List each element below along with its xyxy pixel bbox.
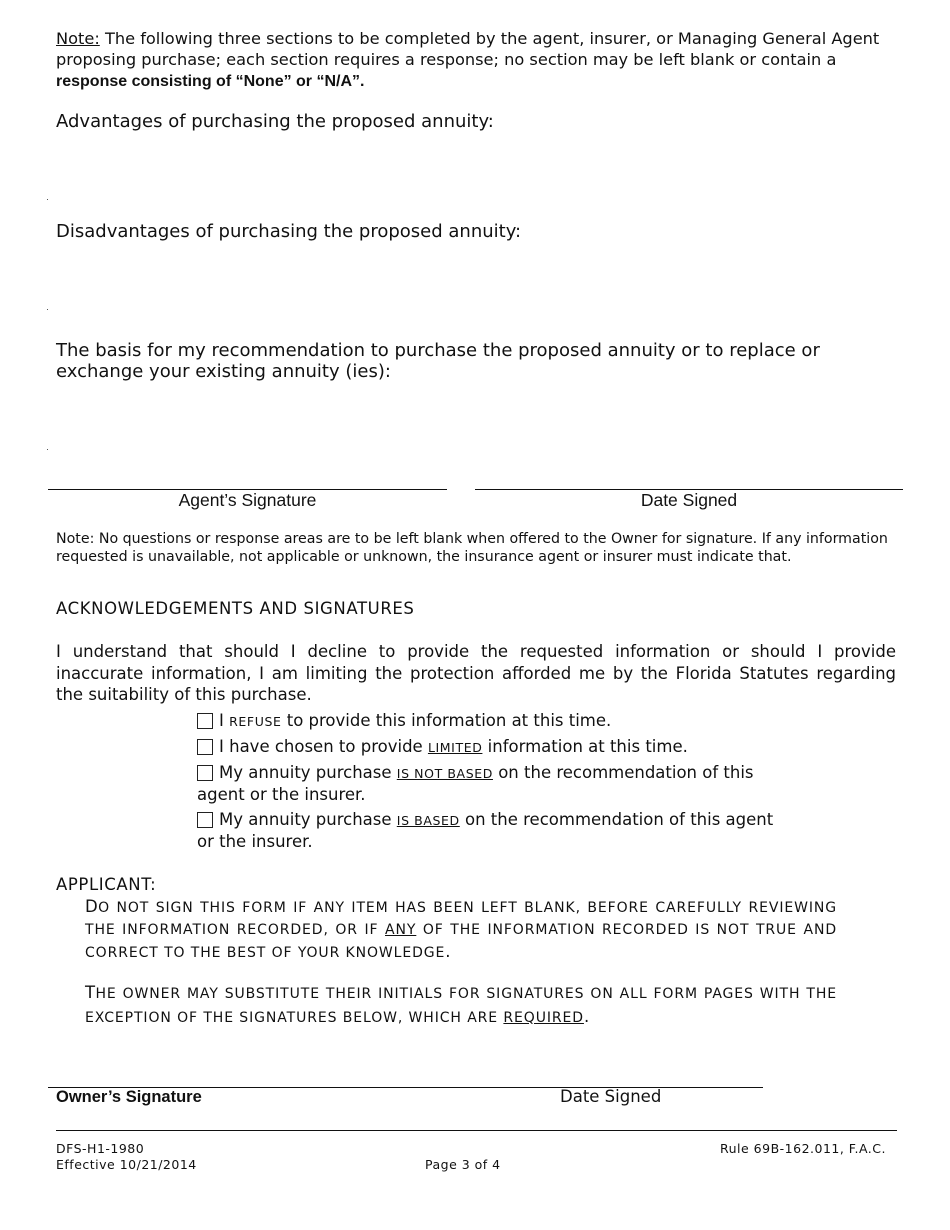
option-text: I have chosen to provide [219, 737, 428, 756]
basis-question-line2: exchange your existing annuity (ies): [56, 361, 391, 382]
option-not-based [197, 762, 754, 805]
refuse-keyword: REFUSE [229, 714, 282, 729]
applicant-warning-blank [85, 896, 837, 965]
option-text: My annuity purchase [219, 810, 397, 829]
note-label: Note: [56, 29, 100, 48]
limited-keyword: LIMITED [427, 740, 483, 755]
footer-divider [56, 1130, 897, 1131]
instructions-note [56, 28, 906, 92]
basis-question-line1: The basis for my recommendation to purchase the proposed annuity or to replace or [56, 340, 820, 361]
option-text: on the recommendation of this agent [459, 810, 774, 829]
limited-checkbox[interactable] [197, 739, 213, 755]
warning-period: . [583, 1006, 590, 1026]
any-keyword: ANY [385, 921, 417, 938]
applicant-warning-initials [85, 982, 837, 1029]
option-text-line2: agent or the insurer. [197, 785, 366, 804]
acknowledgements-heading: ACKNOWLEDGEMENTS AND SIGNATURES [56, 599, 415, 618]
option-text: My annuity purchase [219, 763, 397, 782]
warning-period: . [445, 942, 451, 961]
option-text: I [219, 711, 230, 730]
effective-date: Effective 10/21/2014 [56, 1157, 197, 1172]
disadvantages-question: Disadvantages of purchasing the proposed annuity: [56, 221, 522, 242]
agent-signature-label: Agent’s Signature [178, 490, 317, 510]
option-limited [197, 736, 688, 758]
based-checkbox[interactable] [197, 812, 213, 828]
applicant-heading: APPLICANT: [56, 875, 157, 894]
acknowledgement-paragraph: I understand that should I decline to provide the requested information or should I provide inaccurate information, I am limiting the protection afforded me by the Florida Statutes regarding the suitability of this purchase. [56, 642, 896, 704]
note-bold-text: response consisting of “None” or “N/A”. [56, 73, 365, 90]
warning-text: O NOT SIGN THIS FORM IF ANY ITEM HAS BEEN LEFT BLANK, BEFORE CAREFULLY REVIEWING THE INFORMATION RECORDED, OR IF [85, 900, 837, 938]
warning-text: OF THE INFORMATION RECORDED IS NOT TRUE AND CORRECT TO THE BEST OF YOUR KNOWLEDGE [85, 921, 838, 961]
not-based-checkbox[interactable] [197, 765, 213, 781]
rule-reference: Rule 69B-162.011, F.A.C. [720, 1141, 886, 1156]
drop-cap: T [85, 983, 96, 1002]
option-text: on the recommendation of this [492, 763, 754, 782]
refuse-checkbox[interactable] [197, 713, 213, 729]
option-text-line2: or the insurer. [197, 832, 313, 851]
basis-response-marker [47, 449, 48, 450]
owner-date-label: Date Signed [560, 1087, 662, 1106]
blank-response-note: Note: No questions or response areas are to be left blank when offered to the Owner for signature. If any information requested is unavailable, not applicable or unknown, the insurance agent or insurer must indicate that. [56, 531, 888, 565]
advantages-response-marker [47, 199, 48, 200]
disadvantages-response-marker [47, 309, 48, 310]
form-id: DFS-H1-1980 [56, 1141, 145, 1156]
option-text: information at this time. [482, 737, 688, 756]
page-number: Page 3 of 4 [425, 1157, 501, 1172]
not-based-keyword: IS NOT BASED [396, 766, 493, 781]
option-refuse [197, 710, 611, 732]
owner-signature-label: Owner’s Signature [56, 1088, 202, 1106]
warning-text: HE OWNER MAY SUBSTITUTE THEIR INITIALS FOR SIGNATURES ON ALL FORM PAGES WITH THE EXCEPTION OF THE SIGNATURES BELOW, WHICH ARE [85, 986, 837, 1026]
option-text: to provide this information at this time. [281, 711, 612, 730]
note-text: The following three sections to be completed by the agent, insurer, or Managing General Agent proposing purchase; each section requires a response; no section may be left blank or contain a [56, 29, 880, 69]
agent-date-label: Date Signed [640, 490, 738, 510]
advantages-question: Advantages of purchasing the proposed annuity: [56, 111, 494, 132]
based-keyword: IS BASED [396, 813, 460, 828]
basis-question [56, 340, 906, 382]
option-based [197, 809, 773, 852]
required-keyword: REQUIRED [503, 1009, 584, 1026]
drop-cap: D [85, 897, 99, 916]
